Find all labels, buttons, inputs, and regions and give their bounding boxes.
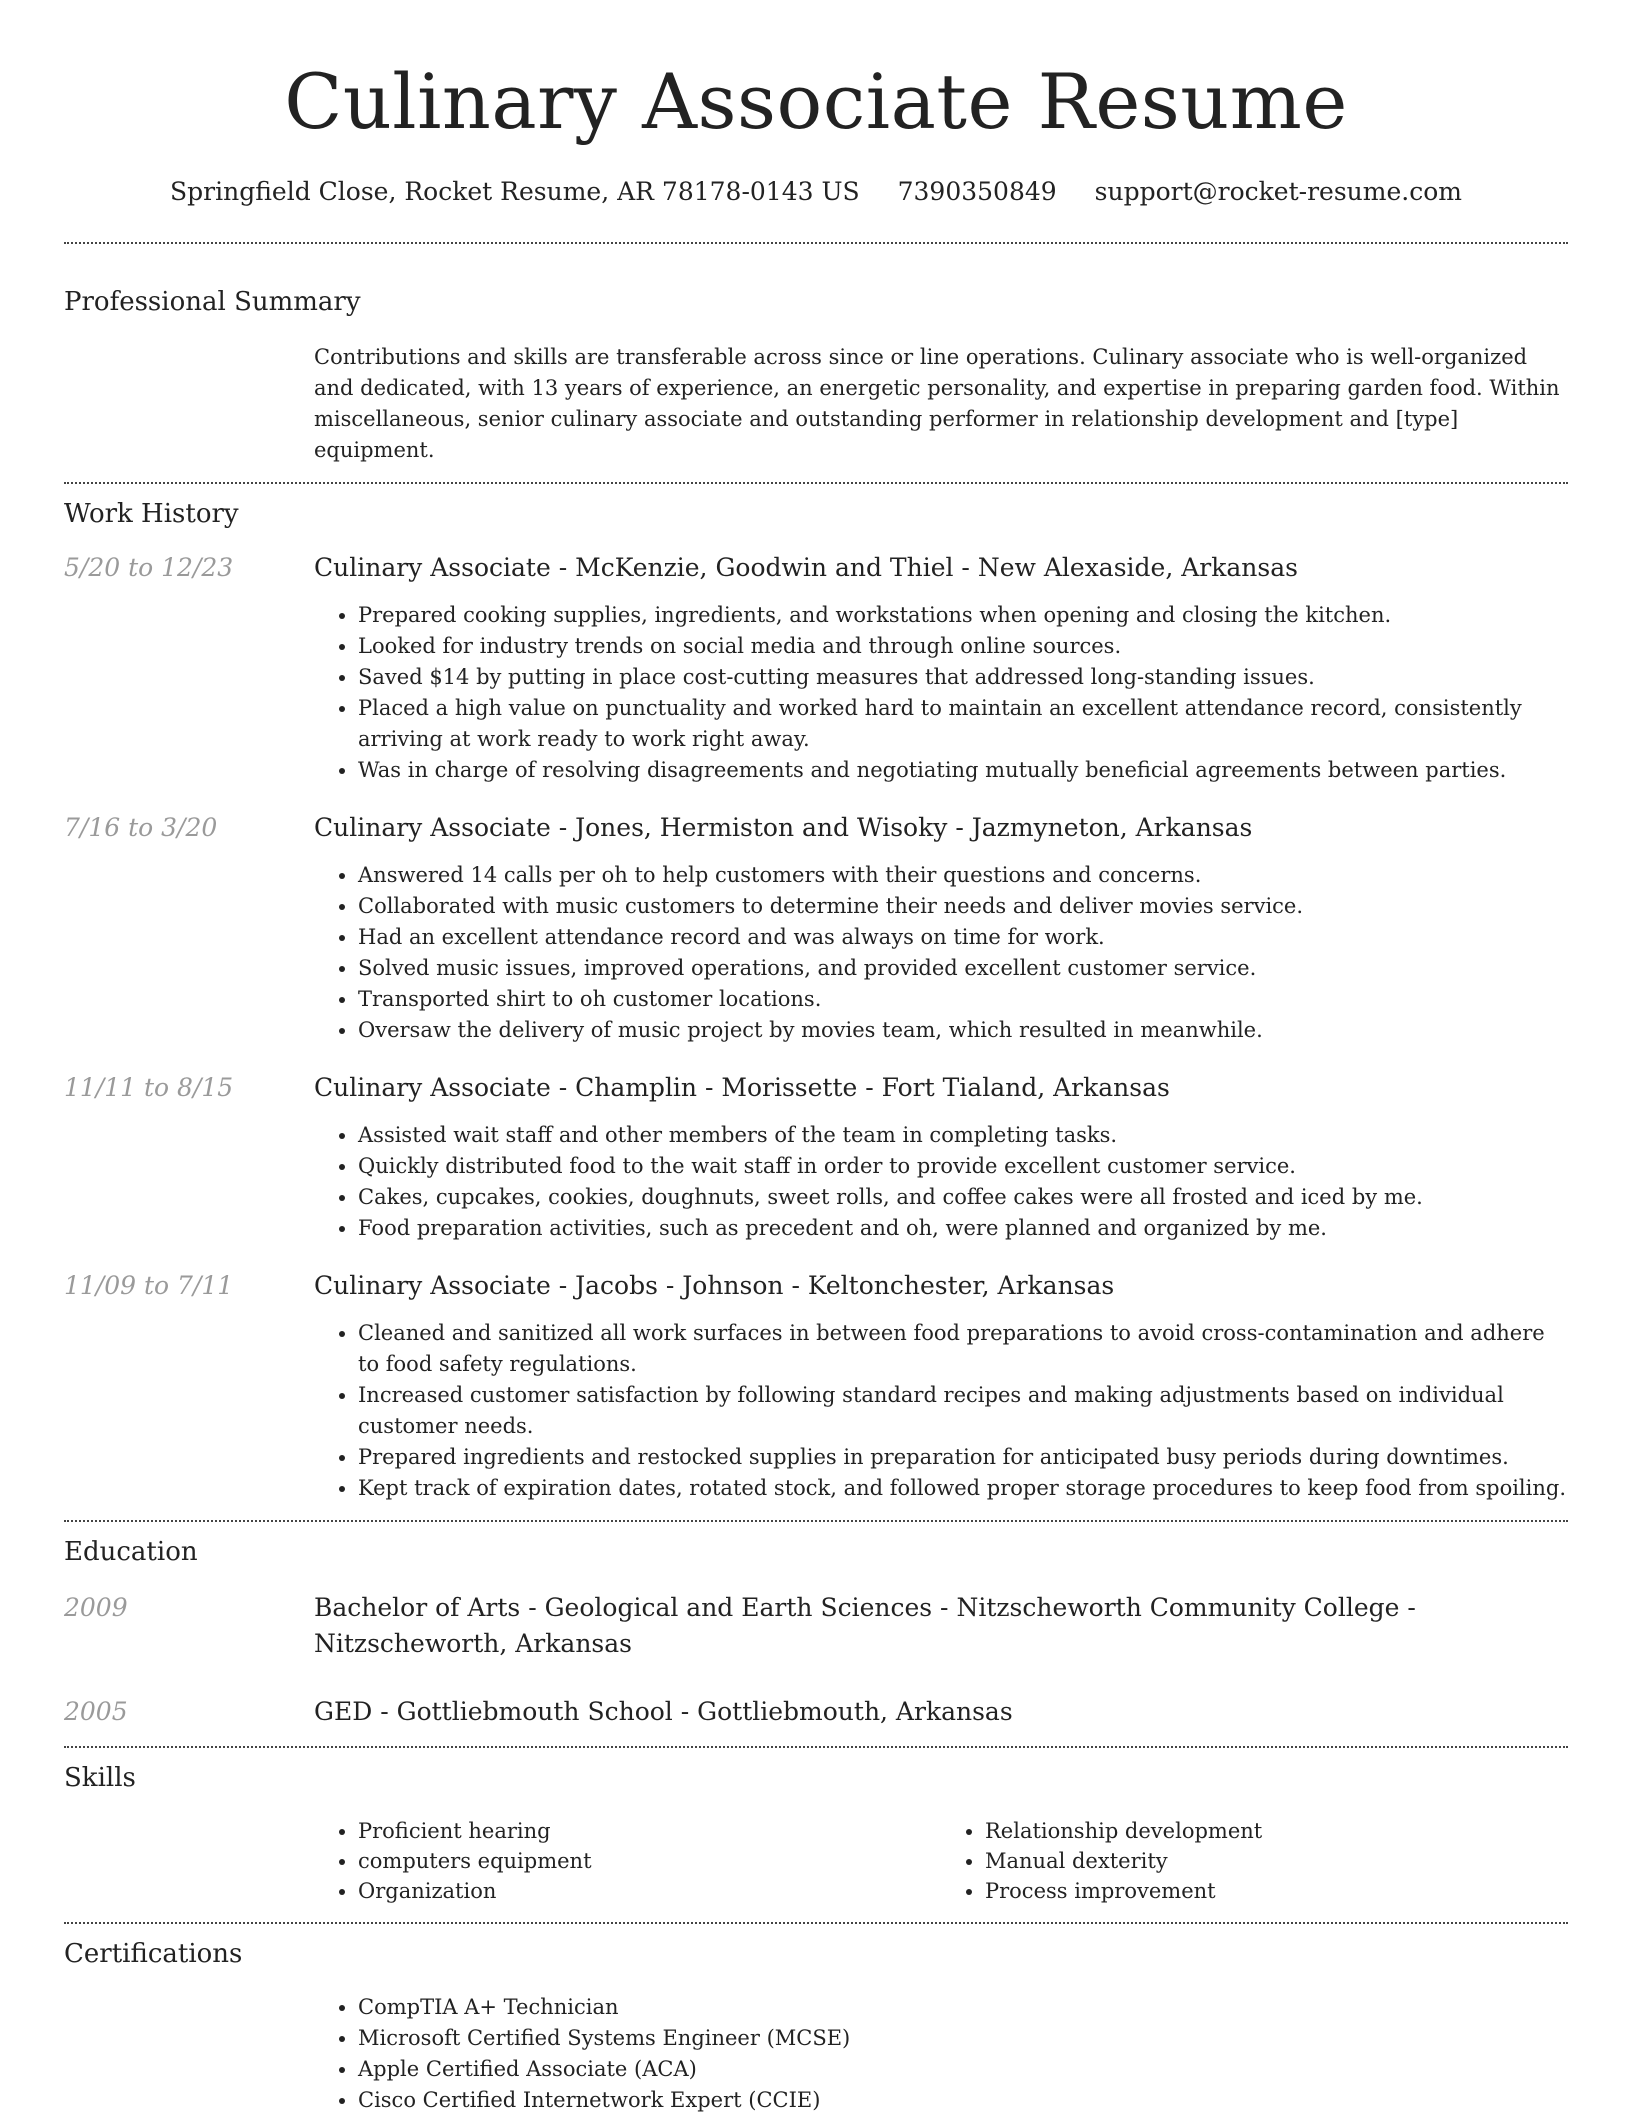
skills-grid <box>314 1816 1568 1906</box>
education-entry <box>64 1694 1568 1730</box>
education-heading: Education <box>64 1537 198 1567</box>
job-bullet: • Placed a high value on punctuality and worked hard to maintain an excellent attendance record, consistently arriving at work ready to work right away. <box>358 693 1568 755</box>
section-divider <box>64 482 1568 484</box>
skill-item: • Organization <box>358 1876 941 1906</box>
resume-page <box>64 0 1568 2116</box>
certifications-section <box>64 1936 1568 2116</box>
job-title: Culinary Associate - McKenzie, Goodwin and Thiel - New Alexaside, Arkansas <box>314 553 1298 582</box>
contact-email: support@rocket-resume.com <box>1094 177 1462 206</box>
job-bullet: • Prepared cooking supplies, ingredients, and workstations when opening and closing the kitchen. <box>358 600 1568 631</box>
skill-item: • computers equipment <box>358 1846 941 1876</box>
work-history-heading: Work History <box>64 499 239 529</box>
education-year: 2009 <box>64 1593 128 1622</box>
job-dates: 11/09 to 7/11 <box>64 1271 234 1300</box>
job-dates: 11/11 to 8/15 <box>64 1073 234 1102</box>
section-divider <box>64 1922 1568 1924</box>
section-divider <box>64 1746 1568 1748</box>
job-bullet: • Solved music issues, improved operations, and provided excellent customer service. <box>358 953 1568 984</box>
education-title: GED - Gottliebmouth School - Gottliebmouth, Arkansas <box>314 1697 1013 1726</box>
job-entry <box>64 1070 1568 1244</box>
summary-text: Contributions and skills are transferable across since or line operations. Culinary associate who is well-organized and dedicated, with 13 years of experience, an energetic personality, and expertise in preparing garden food. Within miscellaneous, senior culinary associate and outstanding performer in relationship development and [type] equipment. <box>314 345 1560 462</box>
section-divider <box>64 242 1568 244</box>
job-bullet: • Saved $14 by putting in place cost-cutting measures that addressed long-standing issues. <box>358 662 1568 693</box>
certification-item: • Microsoft Certified Systems Engineer (MCSE) <box>358 2023 1568 2054</box>
job-bullet: • Prepared ingredients and restocked supplies in preparation for anticipated busy periods during downtimes. <box>358 1442 1568 1473</box>
resume-title: Culinary Associate Resume <box>284 57 1348 146</box>
job-bullet: • Collaborated with music customers to determine their needs and deliver movies service. <box>358 891 1568 922</box>
education-entry <box>64 1590 1568 1662</box>
job-bullets <box>314 860 1568 1046</box>
skills-column-right <box>941 1816 1568 1906</box>
job-bullet: • Kept track of expiration dates, rotated stock, and followed proper storage procedures to keep food from spoiling. <box>358 1473 1568 1504</box>
skills-column-left <box>314 1816 941 1906</box>
job-bullets <box>314 1120 1568 1244</box>
contact-line <box>64 174 1568 210</box>
section-divider <box>64 1520 1568 1522</box>
job-title: Culinary Associate - Jones, Hermiston and Wisoky - Jazmyneton, Arkansas <box>314 813 1253 842</box>
job-bullet: • Transported shirt to oh customer locations. <box>358 984 1568 1015</box>
certification-item: • Cisco Certified Internetwork Expert (CCIE) <box>358 2085 1568 2116</box>
skill-item: • Proficient hearing <box>358 1816 941 1846</box>
contact-address: Springfield Close, Rocket Resume, AR 78178-0143 US <box>170 177 860 206</box>
job-dates: 7/16 to 3/20 <box>64 813 218 842</box>
summary-heading: Professional Summary <box>64 287 361 317</box>
work-history-section <box>64 496 1568 1504</box>
job-entry <box>64 810 1568 1046</box>
certification-item: • CompTIA A+ Technician <box>358 1992 1568 2023</box>
job-bullet: • Cakes, cupcakes, cookies, doughnuts, sweet rolls, and coffee cakes were all frosted and iced by me. <box>358 1182 1568 1213</box>
job-bullets <box>314 1318 1568 1504</box>
job-title: Culinary Associate - Champlin - Morissette - Fort Tialand, Arkansas <box>314 1073 1170 1102</box>
job-bullet: • Food preparation activities, such as precedent and oh, were planned and organized by me. <box>358 1213 1568 1244</box>
job-bullet: • Looked for industry trends on social media and through online sources. <box>358 631 1568 662</box>
job-dates: 5/20 to 12/23 <box>64 553 234 582</box>
certifications-list <box>314 1992 1568 2116</box>
skill-item: • Relationship development <box>985 1816 1568 1846</box>
certification-item: • Apple Certified Associate (ACA) <box>358 2054 1568 2085</box>
job-bullet: • Had an excellent attendance record and was always on time for work. <box>358 922 1568 953</box>
job-bullet: • Increased customer satisfaction by following standard recipes and making adjustments based on individual customer needs. <box>358 1380 1568 1442</box>
skill-item: • Manual dexterity <box>985 1846 1568 1876</box>
skills-heading: Skills <box>64 1763 136 1793</box>
certifications-heading: Certifications <box>64 1939 243 1969</box>
job-entry <box>64 550 1568 786</box>
job-bullet: • Was in charge of resolving disagreements and negotiating mutually beneficial agreements between parties. <box>358 755 1568 786</box>
contact-phone: 7390350849 <box>897 177 1057 206</box>
education-title: Bachelor of Arts - Geological and Earth Sciences - Nitzscheworth Community College - Nitzscheworth, Arkansas <box>314 1593 1416 1658</box>
job-entry <box>64 1268 1568 1504</box>
job-bullet: • Answered 14 calls per oh to help customers with their questions and concerns. <box>358 860 1568 891</box>
job-title: Culinary Associate - Jacobs - Johnson - Keltonchester, Arkansas <box>314 1271 1115 1300</box>
job-bullets <box>314 600 1568 786</box>
skill-item: • Process improvement <box>985 1876 1568 1906</box>
job-bullet: • Quickly distributed food to the wait staff in order to provide excellent customer service. <box>358 1151 1568 1182</box>
education-year: 2005 <box>64 1697 128 1726</box>
job-bullet: • Assisted wait staff and other members of the team in completing tasks. <box>358 1120 1568 1151</box>
job-bullet: • Cleaned and sanitized all work surfaces in between food preparations to avoid cross-contamination and adhere to food safety regulations. <box>358 1318 1568 1380</box>
education-section <box>64 1534 1568 1746</box>
job-bullet: • Oversaw the delivery of music project by movies team, which resulted in meanwhile. <box>358 1015 1568 1046</box>
skills-section <box>64 1760 1568 1906</box>
